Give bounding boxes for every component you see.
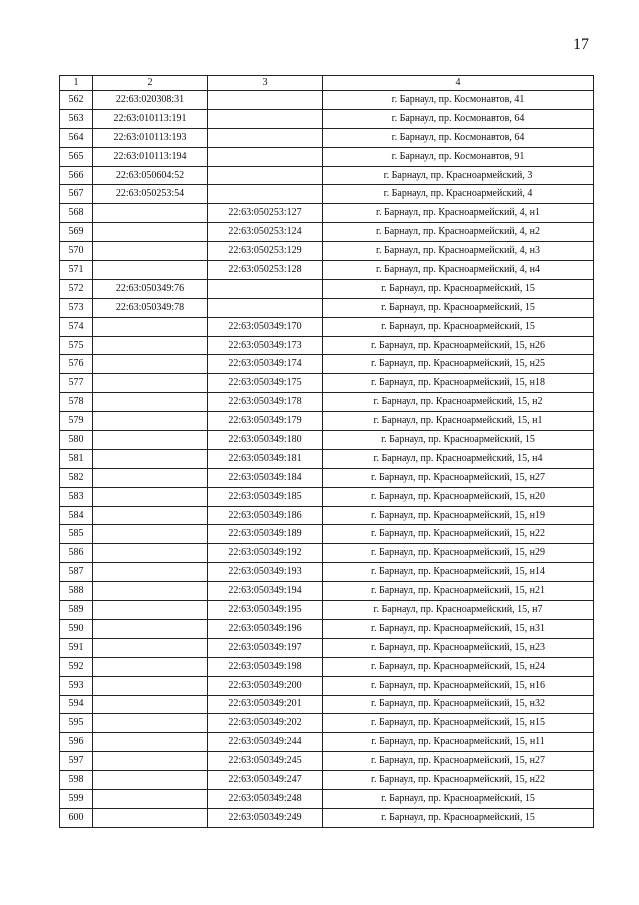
cell-row-number: 577 [60,374,93,393]
header-col-4: 4 [323,76,594,91]
cell-cadastral-land [93,695,208,714]
cell-address: г. Барнаул, пр. Красноармейский, 15, н26 [323,336,594,355]
cell-cadastral-land [93,638,208,657]
cell-address: г. Барнаул, пр. Красноармейский, 15, н11 [323,733,594,752]
cell-cadastral-premises: 22:63:050349:178 [208,393,323,412]
cell-cadastral-premises [208,166,323,185]
table-row [60,506,594,525]
cell-cadastral-premises: 22:63:050349:200 [208,676,323,695]
cell-cadastral-land [93,261,208,280]
table-row [60,374,594,393]
cell-cadastral-land: 22:63:050253:54 [93,185,208,204]
cell-address: г. Барнаул, пр. Красноармейский, 15, н27 [323,752,594,771]
cell-cadastral-land [93,431,208,450]
cell-cadastral-land [93,393,208,412]
table-row [60,336,594,355]
cell-address: г. Барнаул, пр. Красноармейский, 3 [323,166,594,185]
cell-cadastral-premises: 22:63:050349:193 [208,563,323,582]
table-row [60,525,594,544]
cell-cadastral-premises: 22:63:050349:244 [208,733,323,752]
cell-address: г. Барнаул, пр. Красноармейский, 4, н4 [323,261,594,280]
cell-cadastral-premises: 22:63:050253:127 [208,204,323,223]
table-row [60,544,594,563]
cell-cadastral-premises [208,298,323,317]
cell-address: г. Барнаул, пр. Красноармейский, 15, н22 [323,525,594,544]
cell-cadastral-land: 22:63:050349:78 [93,298,208,317]
cell-cadastral-premises: 22:63:050349:196 [208,619,323,638]
cell-address: г. Барнаул, пр. Красноармейский, 15, н14 [323,563,594,582]
cell-address: г. Барнаул, пр. Красноармейский, 15, н7 [323,601,594,620]
cell-cadastral-premises [208,109,323,128]
cell-cadastral-premises [208,128,323,147]
cell-cadastral-premises: 22:63:050349:248 [208,789,323,808]
cell-cadastral-land [93,223,208,242]
cell-cadastral-premises: 22:63:050349:180 [208,431,323,450]
cell-row-number: 579 [60,412,93,431]
cell-address: г. Барнаул, пр. Красноармейский, 15, н27 [323,468,594,487]
cell-cadastral-premises: 22:63:050253:128 [208,261,323,280]
cell-cadastral-premises: 22:63:050253:124 [208,223,323,242]
cell-address: г. Барнаул, пр. Красноармейский, 4, н3 [323,242,594,261]
cell-row-number: 597 [60,752,93,771]
cell-row-number: 591 [60,638,93,657]
cell-row-number: 572 [60,279,93,298]
table-row [60,714,594,733]
cell-row-number: 585 [60,525,93,544]
cell-address: г. Барнаул, пр. Красноармейский, 15, н23 [323,638,594,657]
cell-cadastral-land [93,204,208,223]
cell-cadastral-premises: 22:63:050349:170 [208,317,323,336]
cell-cadastral-land [93,412,208,431]
cell-row-number: 570 [60,242,93,261]
cell-cadastral-land [93,563,208,582]
cell-address: г. Барнаул, пр. Красноармейский, 15, н20 [323,487,594,506]
cell-cadastral-premises: 22:63:050349:202 [208,714,323,733]
table-row [60,431,594,450]
cell-cadastral-land [93,449,208,468]
cell-cadastral-land: 22:63:050349:76 [93,279,208,298]
cell-address: г. Барнаул, пр. Красноармейский, 15, н24 [323,657,594,676]
cell-cadastral-premises: 22:63:050349:192 [208,544,323,563]
cell-cadastral-premises [208,147,323,166]
cell-cadastral-land: 22:63:010113:193 [93,128,208,147]
cell-address: г. Барнаул, пр. Красноармейский, 15 [323,789,594,808]
table-row [60,638,594,657]
cell-cadastral-land: 22:63:010113:191 [93,109,208,128]
cell-row-number: 575 [60,336,93,355]
cell-cadastral-land [93,506,208,525]
cell-cadastral-land [93,317,208,336]
header-col-3: 3 [208,76,323,91]
cell-address: г. Барнаул, пр. Красноармейский, 15, н31 [323,619,594,638]
cell-cadastral-premises: 22:63:050349:181 [208,449,323,468]
cell-cadastral-land [93,733,208,752]
cell-address: г. Барнаул, пр. Красноармейский, 15, н16 [323,676,594,695]
table-row [60,657,594,676]
cell-address: г. Барнаул, пр. Красноармейский, 15 [323,279,594,298]
cell-address: г. Барнаул, пр. Космонавтов, 64 [323,109,594,128]
cell-cadastral-premises: 22:63:050349:249 [208,808,323,827]
cell-row-number: 584 [60,506,93,525]
table-row [60,487,594,506]
table-row [60,601,594,620]
cell-cadastral-premises: 22:63:050349:186 [208,506,323,525]
table-row [60,468,594,487]
cell-cadastral-land [93,619,208,638]
cell-cadastral-land: 22:63:050604:52 [93,166,208,185]
table-row [60,695,594,714]
table-body [60,91,594,828]
cell-cadastral-premises [208,91,323,110]
cell-address: г. Барнаул, пр. Космонавтов, 64 [323,128,594,147]
header-col-1: 1 [60,76,93,91]
cell-row-number: 595 [60,714,93,733]
cell-cadastral-land [93,487,208,506]
table-row [60,204,594,223]
cell-row-number: 580 [60,431,93,450]
cell-row-number: 592 [60,657,93,676]
table-row [60,619,594,638]
cell-row-number: 564 [60,128,93,147]
cell-address: г. Барнаул, пр. Красноармейский, 4 [323,185,594,204]
table-row [60,771,594,790]
cell-row-number: 598 [60,771,93,790]
table-row [60,261,594,280]
header-col-2: 2 [93,76,208,91]
page-number: 17 [573,36,589,53]
cell-address: г. Барнаул, пр. Красноармейский, 15, н4 [323,449,594,468]
cell-row-number: 576 [60,355,93,374]
table-row [60,166,594,185]
cell-row-number: 566 [60,166,93,185]
table-row [60,752,594,771]
cell-row-number: 587 [60,563,93,582]
cell-cadastral-land [93,336,208,355]
cell-cadastral-premises: 22:63:050349:194 [208,582,323,601]
cell-cadastral-premises: 22:63:050349:245 [208,752,323,771]
table-row [60,676,594,695]
cell-row-number: 573 [60,298,93,317]
cell-cadastral-premises: 22:63:050349:173 [208,336,323,355]
cadastral-table [59,75,594,828]
cell-row-number: 596 [60,733,93,752]
table-row [60,91,594,110]
cell-cadastral-premises: 22:63:050349:179 [208,412,323,431]
table-row [60,147,594,166]
cell-address: г. Барнаул, пр. Красноармейский, 15, н1 [323,412,594,431]
cell-row-number: 568 [60,204,93,223]
cell-address: г. Барнаул, пр. Красноармейский, 15 [323,317,594,336]
table-row [60,582,594,601]
cell-cadastral-premises: 22:63:050349:198 [208,657,323,676]
cell-cadastral-land [93,771,208,790]
cell-cadastral-land [93,601,208,620]
cell-cadastral-land [93,468,208,487]
cell-row-number: 581 [60,449,93,468]
cell-cadastral-premises: 22:63:050349:201 [208,695,323,714]
cell-cadastral-land [93,657,208,676]
cell-address: г. Барнаул, пр. Красноармейский, 15, н2 [323,393,594,412]
table-row [60,185,594,204]
cell-row-number: 578 [60,393,93,412]
cell-cadastral-land [93,355,208,374]
table-row [60,789,594,808]
cell-address: г. Барнаул, пр. Космонавтов, 41 [323,91,594,110]
table-row [60,733,594,752]
cell-address: г. Барнаул, пр. Красноармейский, 15 [323,431,594,450]
header-row [60,76,594,91]
cell-cadastral-land: 22:63:010113:194 [93,147,208,166]
cell-cadastral-land [93,544,208,563]
cell-address: г. Барнаул, пр. Красноармейский, 15, н18 [323,374,594,393]
cell-cadastral-land [93,676,208,695]
cell-row-number: 574 [60,317,93,336]
cell-cadastral-land [93,714,208,733]
cell-cadastral-land [93,525,208,544]
cell-row-number: 569 [60,223,93,242]
cell-address: г. Барнаул, пр. Красноармейский, 4, н1 [323,204,594,223]
cell-address: г. Барнаул, пр. Красноармейский, 15, н21 [323,582,594,601]
cell-row-number: 582 [60,468,93,487]
table-row [60,317,594,336]
cell-row-number: 600 [60,808,93,827]
cell-cadastral-premises: 22:63:050349:247 [208,771,323,790]
cell-address: г. Барнаул, пр. Красноармейский, 15, н25 [323,355,594,374]
cell-cadastral-land [93,808,208,827]
cell-cadastral-premises: 22:63:050349:174 [208,355,323,374]
cell-row-number: 567 [60,185,93,204]
cell-cadastral-land [93,374,208,393]
table-row [60,808,594,827]
cell-cadastral-premises: 22:63:050349:195 [208,601,323,620]
cell-cadastral-premises [208,185,323,204]
table-row [60,355,594,374]
cell-row-number: 588 [60,582,93,601]
cell-cadastral-premises: 22:63:050253:129 [208,242,323,261]
table-row [60,242,594,261]
table-row [60,128,594,147]
cell-cadastral-land [93,582,208,601]
cell-cadastral-premises: 22:63:050349:175 [208,374,323,393]
table-header [60,76,594,91]
cell-row-number: 583 [60,487,93,506]
table-row [60,449,594,468]
cell-address: г. Барнаул, пр. Красноармейский, 4, н2 [323,223,594,242]
cell-cadastral-premises: 22:63:050349:184 [208,468,323,487]
cell-row-number: 571 [60,261,93,280]
table-row [60,279,594,298]
cell-cadastral-land [93,752,208,771]
cell-row-number: 562 [60,91,93,110]
cell-address: г. Барнаул, пр. Красноармейский, 15 [323,808,594,827]
table-row [60,298,594,317]
cell-row-number: 586 [60,544,93,563]
cell-row-number: 593 [60,676,93,695]
cell-cadastral-premises: 22:63:050349:197 [208,638,323,657]
cell-address: г. Барнаул, пр. Красноармейский, 15, н19 [323,506,594,525]
cell-row-number: 589 [60,601,93,620]
cell-cadastral-premises [208,279,323,298]
cell-address: г. Барнаул, пр. Космонавтов, 91 [323,147,594,166]
table-row [60,412,594,431]
cell-row-number: 599 [60,789,93,808]
cell-address: г. Барнаул, пр. Красноармейский, 15, н15 [323,714,594,733]
table-row [60,563,594,582]
table-row [60,109,594,128]
cell-row-number: 590 [60,619,93,638]
cell-address: г. Барнаул, пр. Красноармейский, 15 [323,298,594,317]
cell-row-number: 594 [60,695,93,714]
cell-row-number: 563 [60,109,93,128]
cell-cadastral-premises: 22:63:050349:189 [208,525,323,544]
cell-cadastral-land [93,242,208,261]
cell-cadastral-premises: 22:63:050349:185 [208,487,323,506]
cell-cadastral-land [93,789,208,808]
table-row [60,223,594,242]
cell-row-number: 565 [60,147,93,166]
cell-cadastral-land: 22:63:020308:31 [93,91,208,110]
cell-address: г. Барнаул, пр. Красноармейский, 15, н22 [323,771,594,790]
table-row [60,393,594,412]
cell-address: г. Барнаул, пр. Красноармейский, 15, н29 [323,544,594,563]
cell-address: г. Барнаул, пр. Красноармейский, 15, н32 [323,695,594,714]
